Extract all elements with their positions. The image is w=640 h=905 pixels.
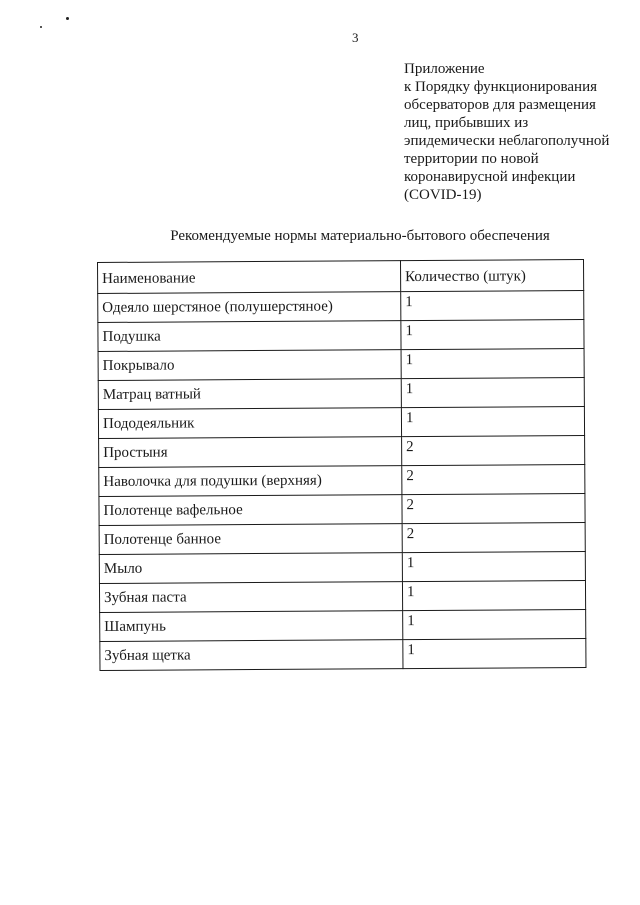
table-row	[99, 581, 585, 613]
item-quantity: 1	[401, 407, 584, 437]
item-quantity: 1	[401, 378, 584, 408]
item-quantity: 1	[401, 349, 584, 379]
appendix-line: к Порядку функционирования	[404, 79, 597, 95]
table-row	[100, 610, 586, 642]
item-name: Подушка	[98, 321, 401, 352]
appendix-line: лиц, прибывших из	[404, 115, 529, 131]
scan-speck	[66, 17, 69, 20]
item-quantity: 1	[403, 639, 586, 669]
item-quantity: 1	[403, 610, 586, 640]
item-quantity: 2	[402, 465, 585, 495]
item-name: Наволочка для подушки (верхняя)	[99, 466, 402, 497]
item-quantity: 1	[402, 552, 585, 582]
appendix-line: Приложение	[404, 61, 485, 77]
item-quantity: 2	[402, 494, 585, 524]
table-row	[99, 494, 585, 526]
column-header-quantity: Количество (штук)	[400, 260, 583, 292]
document-title: Рекомендуемые нормы материально-бытового обеспечения	[170, 228, 550, 244]
item-quantity: 2	[402, 523, 585, 553]
table-row	[98, 407, 584, 439]
page-number: 3	[352, 30, 359, 45]
appendix-line: коронавирусной инфекции	[404, 169, 576, 185]
table-row	[98, 320, 584, 352]
item-name: Одеяло шерстяное (полушерстяное)	[98, 292, 401, 323]
table-row	[99, 436, 585, 468]
table-header-row	[98, 260, 584, 294]
item-quantity: 2	[402, 436, 585, 466]
item-quantity: 1	[401, 291, 584, 321]
item-name: Матрац ватный	[98, 379, 401, 410]
item-name: Шампунь	[100, 611, 403, 642]
appendix-line: территории по новой	[404, 151, 539, 167]
norms-table	[97, 259, 586, 671]
table-row	[99, 523, 585, 555]
appendix-note	[404, 60, 636, 204]
table-row	[98, 291, 584, 323]
table-row	[99, 465, 585, 497]
item-quantity: 1	[401, 320, 584, 350]
column-header-name: Наименование	[98, 261, 401, 294]
item-name: Зубная щетка	[100, 640, 403, 671]
appendix-line: обсерваторов для размещения	[404, 97, 596, 113]
item-quantity: 1	[402, 581, 585, 611]
item-name: Мыло	[99, 553, 402, 584]
item-name: Полотенце банное	[99, 524, 402, 555]
item-name: Простыня	[99, 437, 402, 468]
appendix-line: эпидемически неблагополучной	[404, 133, 610, 149]
item-name: Покрывало	[98, 350, 401, 381]
scan-speck	[40, 26, 42, 28]
item-name: Пододеяльник	[98, 408, 401, 439]
item-name: Зубная паста	[99, 582, 402, 613]
appendix-line: (COVID-19)	[404, 187, 482, 203]
table-row	[99, 552, 585, 584]
table-row	[100, 639, 586, 671]
table-row	[98, 349, 584, 381]
table-row	[98, 378, 584, 410]
item-name: Полотенце вафельное	[99, 495, 402, 526]
